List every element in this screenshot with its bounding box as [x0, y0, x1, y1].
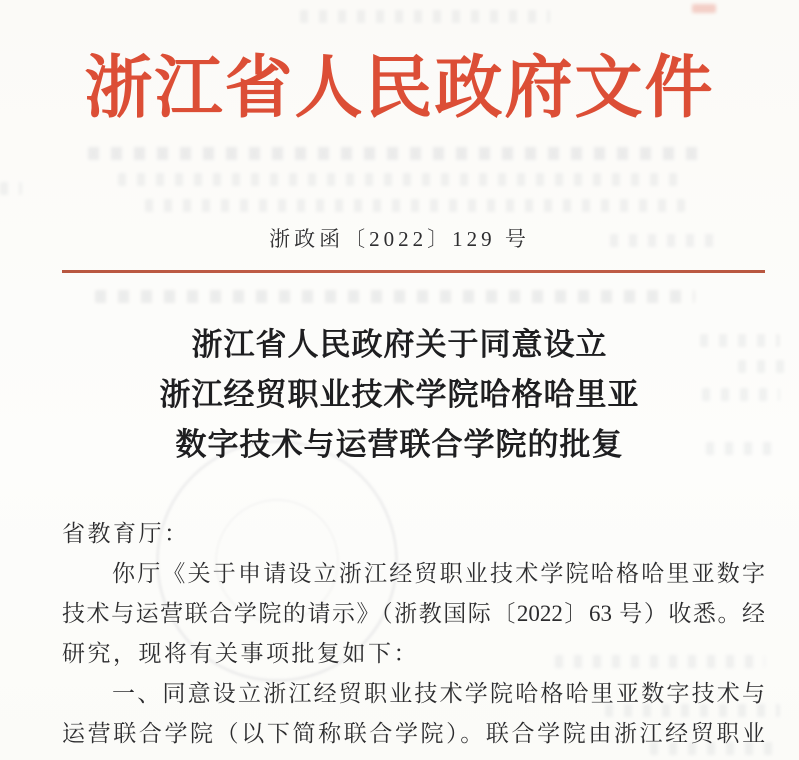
masthead-title: 浙江省人民政府文件: [84, 50, 715, 126]
salutation: 省教育厅：: [62, 521, 190, 546]
body-line: 研究，现将有关事项批复如下：: [62, 641, 419, 666]
body-line: 运营联合学院（以下简称联合学院）。联合学院由浙江经贸职业: [62, 721, 765, 746]
doc-number: 浙政函〔2022〕129 号: [269, 227, 530, 251]
bleed-through-artifact: [145, 199, 685, 212]
title-line-1: 浙江省人民政府关于同意设立: [191, 327, 608, 362]
bleed-through-artifact: [95, 290, 695, 303]
title-line-3: 数字技术与运营联合学院的批复: [175, 427, 624, 462]
bleed-through-artifact: [0, 182, 22, 195]
title-line-2: 浙江经贸职业技术学院哈格哈里亚: [159, 377, 640, 412]
document-title: [0, 320, 799, 470]
red-divider-line: [62, 270, 765, 273]
bleed-through-artifact: [88, 147, 708, 160]
bleed-through-artifact: [300, 10, 550, 23]
body-line: 一、同意设立浙江经贸职业技术学院哈格哈里亚数字技术与: [112, 681, 765, 706]
body-line: 技术与运营联合学院的请示》（浙教国际〔2022〕63 号）收悉。经: [62, 601, 765, 626]
bleed-through-artifact: [692, 4, 716, 13]
bleed-through-artifact: [118, 173, 678, 186]
document-body: [62, 514, 765, 754]
body-line: 你厅《关于申请设立浙江经贸职业技术学院哈格哈里亚数字: [112, 561, 765, 586]
